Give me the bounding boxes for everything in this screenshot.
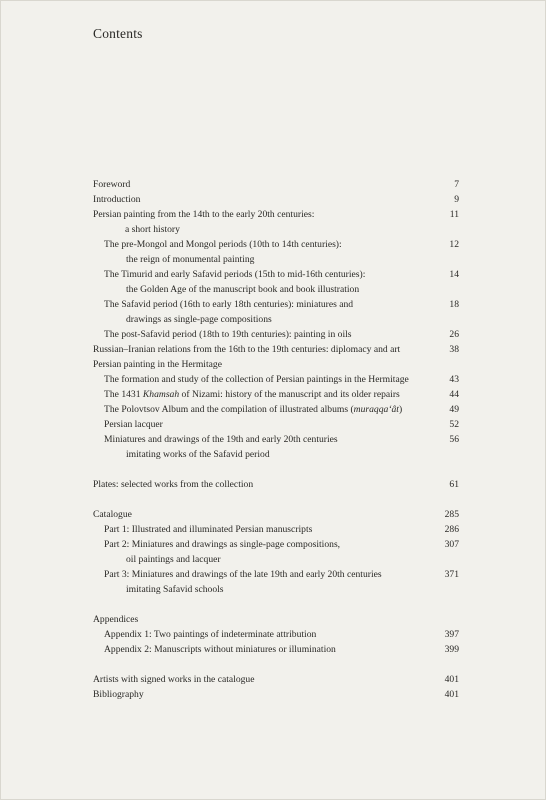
toc-page-number: 11 bbox=[449, 209, 459, 220]
toc-entry-appendix-2 bbox=[93, 642, 459, 657]
toc-entry-text-continued: oil paintings and lacquer bbox=[126, 554, 221, 565]
toc-entry-foreword bbox=[93, 177, 459, 192]
toc-entry-plates bbox=[93, 477, 459, 492]
toc-entry-text: Appendix 2: Manuscripts without miniatures or illumination bbox=[104, 644, 336, 655]
toc-entry-text: Persian lacquer bbox=[104, 419, 163, 430]
toc-entry-text: Part 3: Miniatures and drawings of the late 19th and early 20th centuries bbox=[104, 569, 382, 580]
toc-entry-text: Introduction bbox=[93, 194, 141, 205]
toc-entry-text: The Timurid and early Safavid periods (15th to mid-16th centuries): bbox=[104, 269, 366, 280]
toc-page-number: 14 bbox=[449, 269, 459, 280]
toc-page-number: 44 bbox=[449, 389, 459, 400]
toc-entry-persian-painting-history bbox=[93, 207, 459, 237]
toc-entry-hermitage bbox=[93, 357, 459, 372]
toc-entry-safavid bbox=[93, 297, 459, 327]
toc-entry-text-continued: the Golden Age of the manuscript book and book illustration bbox=[126, 284, 360, 295]
toc-entry-catalogue bbox=[93, 507, 459, 522]
toc-page-number: 52 bbox=[449, 419, 459, 430]
toc-entry-part-3 bbox=[93, 567, 459, 597]
toc-page-number: 401 bbox=[444, 674, 459, 685]
toc-entry-text: Persian painting from the 14th to the early 20th centuries: bbox=[93, 209, 315, 220]
toc-entry-part-2 bbox=[93, 537, 459, 567]
table-of-contents bbox=[93, 177, 459, 702]
toc-page-number: 397 bbox=[444, 629, 459, 640]
toc-entry-russian-iranian bbox=[93, 342, 459, 357]
toc-entry-text: Persian painting in the Hermitage bbox=[93, 359, 222, 370]
page-title: Contents bbox=[93, 26, 143, 41]
toc-page-number: 371 bbox=[444, 569, 459, 580]
toc-entry-text: Artists with signed works in the catalogue bbox=[93, 674, 255, 685]
toc-entry-collection-formation bbox=[93, 372, 459, 387]
toc-entry-text: The Polovtsov Album and the compilation of illustrated albums (muraqqa‘ât) bbox=[104, 404, 403, 415]
toc-entry-appendix-1 bbox=[93, 627, 459, 642]
toc-page-number: 49 bbox=[449, 404, 459, 415]
toc-page-number: 12 bbox=[449, 239, 459, 250]
toc-entry-text: The Safavid period (16th to early 18th centuries): miniatures and bbox=[104, 299, 354, 310]
toc-entry-text: The formation and study of the collection of Persian paintings in the Hermitage bbox=[104, 374, 409, 385]
toc-entry-text: Appendices bbox=[93, 614, 139, 625]
toc-entry-text-continued: a short history bbox=[125, 224, 180, 235]
toc-entry-appendices bbox=[93, 612, 459, 627]
toc-entry-text: The 1431 Khamsah of Nizami: history of the manuscript and its older repairs bbox=[104, 389, 400, 400]
toc-page-number: 56 bbox=[449, 434, 459, 445]
toc-page-number: 285 bbox=[444, 509, 459, 520]
toc-page-number: 307 bbox=[444, 539, 459, 550]
toc-entry-text-continued: drawings as single-page compositions bbox=[126, 314, 272, 325]
toc-entry-text: The pre-Mongol and Mongol periods (10th to 14th centuries): bbox=[104, 239, 342, 250]
toc-entry-khamsah bbox=[93, 387, 459, 402]
toc-entry-post-safavid bbox=[93, 327, 459, 342]
toc-entry-text: Part 2: Miniatures and drawings as single-page compositions, bbox=[104, 539, 341, 550]
section-gap bbox=[93, 597, 459, 612]
toc-entry-part-1 bbox=[93, 522, 459, 537]
toc-entry-miniatures-19th bbox=[93, 432, 459, 462]
toc-entry-bibliography bbox=[93, 687, 459, 702]
toc-entry-text-continued: the reign of monumental painting bbox=[126, 254, 255, 265]
toc-entry-text: Miniatures and drawings of the 19th and early 20th centuries bbox=[104, 434, 338, 445]
toc-entry-text: Plates: selected works from the collection bbox=[93, 479, 254, 490]
section-gap bbox=[93, 657, 459, 672]
toc-entry-text: Foreword bbox=[93, 179, 131, 190]
toc-page-number: 38 bbox=[449, 344, 459, 355]
toc-page-number: 286 bbox=[444, 524, 459, 535]
toc-entry-text: Part 1: Illustrated and illuminated Persian manuscripts bbox=[104, 524, 313, 535]
toc-entry-text-continued: imitating works of the Safavid period bbox=[126, 449, 270, 460]
toc-entry-text: Catalogue bbox=[93, 509, 132, 520]
toc-entry-text: Appendix 1: Two paintings of indeterminate attribution bbox=[104, 629, 317, 640]
toc-page-number: 7 bbox=[454, 179, 459, 190]
toc-entry-pre-mongol bbox=[93, 237, 459, 267]
toc-entry-text-continued: imitating Safavid schools bbox=[126, 584, 224, 595]
toc-page-number: 26 bbox=[449, 329, 459, 340]
toc-entry-timurid bbox=[93, 267, 459, 297]
toc-entry-text: The post-Safavid period (18th to 19th centuries): painting in oils bbox=[104, 329, 352, 340]
toc-entry-persian-lacquer bbox=[93, 417, 459, 432]
toc-entry-artists bbox=[93, 672, 459, 687]
toc-entry-text: Bibliography bbox=[93, 689, 144, 700]
toc-page-number: 399 bbox=[444, 644, 459, 655]
toc-entry-polovtsov-album bbox=[93, 402, 459, 417]
toc-entry-introduction bbox=[93, 192, 459, 207]
toc-page-number: 18 bbox=[449, 299, 459, 310]
toc-page-number: 401 bbox=[444, 689, 459, 700]
section-gap bbox=[93, 462, 459, 477]
toc-entry-text: Russian–Iranian relations from the 16th to the 19th centuries: diplomacy and art bbox=[93, 344, 401, 355]
section-gap bbox=[93, 492, 459, 507]
toc-page-number: 9 bbox=[454, 194, 459, 205]
toc-page-number: 61 bbox=[449, 479, 459, 490]
toc-page-number: 43 bbox=[449, 374, 459, 385]
